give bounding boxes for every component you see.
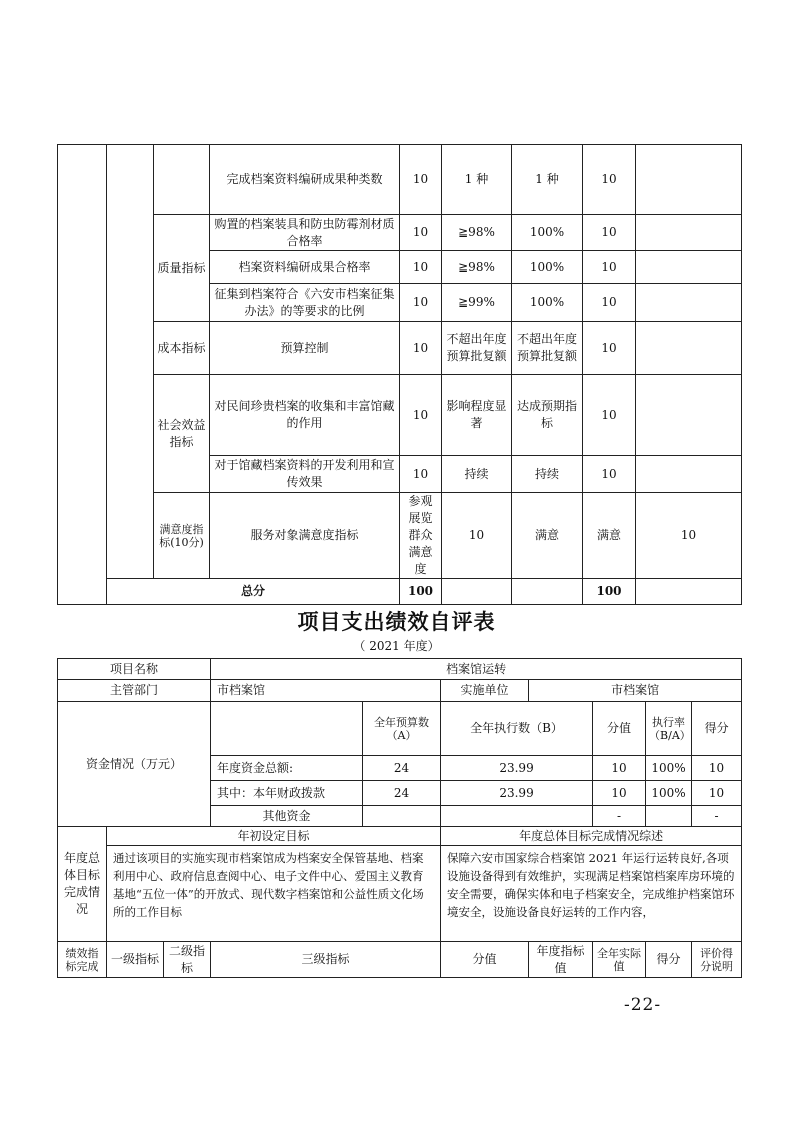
fund-total-rate: 100% [646,756,692,781]
actual-cell: 1 种 [512,145,583,215]
level1-cell [58,145,107,605]
actual-cell: 达成预期指标 [512,375,583,456]
quality-indicator-label: 质量指标 [154,215,210,322]
fund-other-score: - [593,806,646,827]
fund-other-label: 其他资金 [211,806,363,827]
total-row [58,579,742,605]
got-cell: 10 [583,145,636,215]
actual-cell: 持续 [512,456,583,493]
page-title: 项目支出绩效自评表 [297,610,496,634]
target-cell: 影响程度显著 [442,375,512,456]
target-cell: 不超出年度预算批复额 [442,322,512,375]
table-row [58,846,742,942]
hdr-l3: 三级指标 [211,942,441,978]
hdr-note: 评价得分说明 [692,942,742,978]
table-row [58,322,742,375]
table-row [58,493,742,579]
actual-cell: 不超出年度预算批复额 [512,322,583,375]
hdr-actual: 全年实际值 [593,942,646,978]
total-target [442,579,512,605]
total-score: 100 [400,579,442,605]
target-cell: ≧99% [442,284,512,322]
hdr-l1: 一级指标 [107,942,164,978]
indicator-cell: 对于馆藏档案资料的开发利用和宣传效果 [210,456,400,493]
fund-fiscal-rate: 100% [646,781,692,806]
self-evaluation-table [57,658,742,978]
total-label: 总分 [107,579,400,605]
got-cell: 10 [583,456,636,493]
score-cell: 10 [400,322,442,375]
fund-other-got: - [692,806,742,827]
target-cell: ≧98% [442,251,512,284]
note-cell [636,215,742,251]
score-cell: 10 [400,251,442,284]
score-cell: 10 [400,456,442,493]
project-name-value: 档案馆运转 [211,659,742,680]
target-cell: 1 种 [442,145,512,215]
page-number: -22- [624,995,662,1015]
table-row [58,375,742,456]
performance-indicator-table [57,144,742,605]
fund-total-got: 10 [692,756,742,781]
target-cell: ≧98% [442,215,512,251]
note-cell [636,375,742,456]
note-cell [636,251,742,284]
col-got: 得分 [692,702,742,756]
hdr-got: 得分 [646,942,692,978]
score-cell: 10 [400,375,442,456]
actual-cell: 100% [512,251,583,284]
indicator-cell: 档案资料编研成果合格率 [210,251,400,284]
social-indicator-label: 社会效益指标 [154,375,210,493]
score-cell: 10 [442,493,512,579]
target-cell: 满意 [512,493,583,579]
unit-value: 市档案馆 [529,680,742,702]
cost-indicator-label: 成本指标 [154,322,210,375]
col-exec: 全年执行数（B） [441,702,593,756]
goal-set-label: 年初设定目标 [107,827,441,846]
table-row [58,659,742,680]
note-cell [636,145,742,215]
table-row [58,680,742,702]
goal-done-label: 年度总体目标完成情况综述 [441,827,742,846]
goal-done-text: 保障六安市国家综合档案馆 2021 年运行运转良好,各项设施设备得到有效维护，实现满足档案馆档案库房环境的安全需要，确保实体和电子档案安全，完成维护档案馆环境安全，设施设备良好运转的工作内容， [441,846,742,942]
page-subtitle: （ 2021 年度） [353,639,440,653]
total-actual [512,579,583,605]
hdr-l2: 二级指标 [164,942,211,978]
fund-fiscal-exec: 23.99 [441,781,593,806]
indicator-cell: 购置的档案装具和防虫防霉剂材质合格率 [210,215,400,251]
hdr-score: 分值 [441,942,529,978]
hdr-target: 年度指标值 [529,942,593,978]
funds-label: 资金情况（万元） [58,702,211,827]
got-cell: 10 [583,322,636,375]
total-got: 100 [583,579,636,605]
goal-set-text: 通过该项目的实施实现市档案馆成为档案安全保管基地、档案利用中心、政府信息查阅中心、电子文件中心、爱国主义教育基地“五位一体”的开放式、现代数字档案馆和公益性质文化场所的工作目标 [107,846,441,942]
note-cell [636,284,742,322]
table-row [58,827,742,846]
fund-fiscal-budget: 24 [363,781,441,806]
got-cell: 10 [583,284,636,322]
got-cell: 10 [583,251,636,284]
fund-fiscal-score: 10 [593,781,646,806]
table-row [58,942,742,978]
col-score: 分值 [593,702,646,756]
table-row [58,702,742,756]
satisfaction-indicator-label: 满意度指标(10分) [154,493,210,579]
dept-label: 主管部门 [58,680,211,702]
hdr-perf: 绩效指标完成 [58,942,107,978]
note-cell [636,456,742,493]
actual-cell: 100% [512,284,583,322]
indicator-cell: 征集到档案符合《六安市档案征集办法》的等要求的比例 [210,284,400,322]
fund-other-exec [441,806,593,827]
funds-blank [211,702,363,756]
got-cell: 10 [583,375,636,456]
level1-sub-cell [107,145,154,579]
total-note [636,579,742,605]
indicator-cell: 参观展览群众满意度 [400,493,442,579]
fund-total-score: 10 [593,756,646,781]
service-indicator-label: 服务对象满意度指标 [210,493,400,579]
dept-value: 市档案馆 [211,680,441,702]
indicator-cell: 预算控制 [210,322,400,375]
indicator-cell: 对民间珍贵档案的收集和丰富馆藏的作用 [210,375,400,456]
actual-cell: 100% [512,215,583,251]
fund-fiscal-label: 其中：本年财政拨款 [211,781,363,806]
fund-total-budget: 24 [363,756,441,781]
actual-cell: 满意 [583,493,636,579]
table-row [58,215,742,251]
got-cell: 10 [583,215,636,251]
score-cell: 10 [400,284,442,322]
note-cell [636,322,742,375]
fund-total-label: 年度资金总额: [211,756,363,781]
goal-label: 年度总体目标完成情况 [58,827,107,942]
level2-cell [154,145,210,215]
fund-total-exec: 23.99 [441,756,593,781]
col-budget: 全年预算数（A） [363,702,441,756]
score-cell: 10 [400,145,442,215]
fund-other-budget [363,806,441,827]
got-cell: 10 [636,493,742,579]
score-cell: 10 [400,215,442,251]
target-cell: 持续 [442,456,512,493]
col-rate: 执行率（B/A） [646,702,692,756]
indicator-cell: 完成档案资料编研成果种类数 [210,145,400,215]
fund-other-rate [646,806,692,827]
unit-label: 实施单位 [441,680,529,702]
project-name-label: 项目名称 [58,659,211,680]
table-row [58,145,742,215]
fund-fiscal-got: 10 [692,781,742,806]
